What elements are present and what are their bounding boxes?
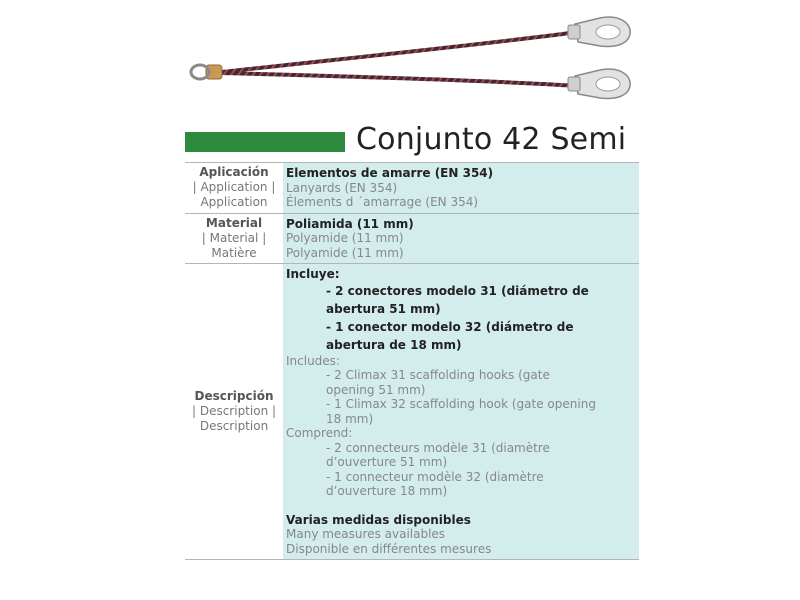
row-material <box>185 214 639 265</box>
label-fr: Application <box>200 195 268 210</box>
label-application <box>185 163 283 213</box>
label-fr: Description <box>199 419 269 433</box>
value-es: Poliamida (11 mm) <box>286 216 414 231</box>
label-es: Descripción <box>194 389 274 403</box>
label-es: Aplicación <box>199 165 269 180</box>
list-item: - 1 conector modelo 32 (diámetro de <box>326 319 574 334</box>
scaffolding-hook-lower-icon <box>568 69 630 98</box>
value-en: Polyamide (11 mm) <box>286 231 404 245</box>
includes-en: Includes: <box>286 353 340 368</box>
list-item: - 2 connecteurs modèle 31 (diamètre <box>326 440 550 455</box>
label-en: | Description | <box>191 404 277 418</box>
list-item: abertura 51 mm) <box>326 301 441 316</box>
list-item: - 2 Climax 31 scaffolding hooks (gate <box>326 368 550 382</box>
measures-fr: Disponible en différentes mesures <box>286 541 492 556</box>
spec-table <box>185 162 639 560</box>
measures-es: Varias medidas disponibles <box>286 512 471 527</box>
value-material <box>283 214 639 264</box>
list-item: 18 mm) <box>326 411 374 426</box>
scaffolding-hook-upper-icon <box>568 17 630 46</box>
label-en: | Material | <box>201 230 267 245</box>
list-item: d’ouverture 51 mm) <box>326 455 448 469</box>
spacer <box>286 499 635 513</box>
includes-es: Incluye: <box>286 267 340 281</box>
rope-lanyard-with-hooks-icon <box>180 10 640 110</box>
label-description <box>185 264 283 559</box>
small-connector-icon <box>191 65 222 79</box>
measures-en: Many measures availables <box>286 527 446 541</box>
value-description <box>283 264 639 559</box>
row-description <box>185 264 639 560</box>
list-item: d’ouverture 18 mm) <box>326 484 448 498</box>
value-fr: Élements d ´amarrage (EN 354) <box>286 195 479 209</box>
value-es: Elementos de amarre (EN 354) <box>286 166 494 180</box>
list-item: - 1 Climax 32 scaffolding hook (gate opening <box>326 397 596 411</box>
row-application <box>185 163 639 214</box>
page-title: Conjunto 42 Semi <box>356 122 627 157</box>
label-en: | Application | <box>192 180 276 195</box>
value-fr: Polyamide (11 mm) <box>286 245 404 260</box>
label-fr: Matière <box>211 245 257 260</box>
list-item: abertura de 18 mm) <box>326 337 462 352</box>
title-accent-bar <box>185 132 345 152</box>
label-es: Material <box>205 215 263 230</box>
list-item: - 2 conectores modelo 31 (diámetro de <box>326 283 589 298</box>
list-item: opening 51 mm) <box>326 382 426 397</box>
value-application <box>283 163 639 213</box>
list-item: - 1 connecteur modèle 32 (diamètre <box>326 469 544 484</box>
value-en: Lanyards (EN 354) <box>286 180 398 195</box>
label-material <box>185 214 283 264</box>
includes-fr: Comprend: <box>286 426 353 440</box>
